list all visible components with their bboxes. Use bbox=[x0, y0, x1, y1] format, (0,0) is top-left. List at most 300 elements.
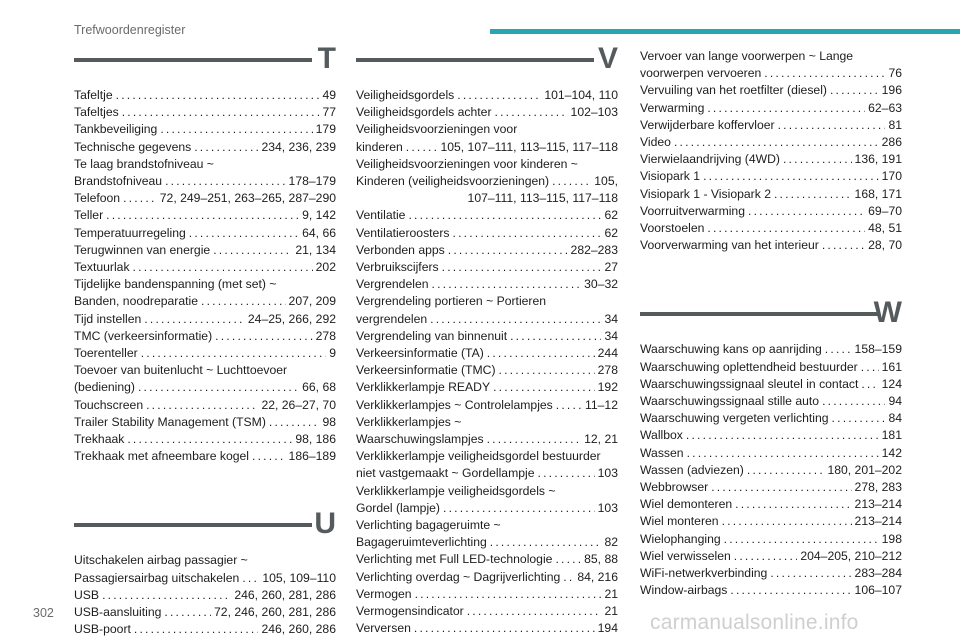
entry-term: Wielophanging bbox=[640, 531, 721, 546]
entry-term: Visiopark 1 - Visiopark 2 bbox=[640, 186, 771, 201]
entry-line bbox=[640, 82, 902, 99]
entry-line bbox=[74, 225, 336, 242]
entry-line bbox=[640, 237, 902, 254]
index-entry bbox=[356, 483, 618, 517]
dot-leader bbox=[552, 173, 591, 190]
entry-line bbox=[356, 156, 618, 173]
entry-pages: 27 bbox=[604, 260, 618, 275]
index-entry bbox=[640, 393, 902, 410]
index-entry bbox=[74, 621, 336, 638]
dot-leader bbox=[724, 531, 879, 548]
index-entry bbox=[74, 104, 336, 121]
entry-line bbox=[356, 448, 618, 465]
index-entry bbox=[640, 237, 902, 254]
entry-pages: 124 bbox=[881, 376, 902, 391]
entry-term: Webbrowser bbox=[640, 480, 709, 495]
entry-pages: 234, 236, 239 bbox=[261, 139, 336, 154]
entry-pages: 286 bbox=[881, 135, 902, 150]
index-entry bbox=[74, 587, 336, 604]
dot-leader bbox=[457, 87, 541, 104]
entry-line bbox=[640, 427, 902, 444]
entry-term: Window-airbags bbox=[640, 583, 728, 598]
index-entry bbox=[356, 362, 618, 379]
dot-leader bbox=[707, 100, 865, 117]
entry-line bbox=[74, 139, 336, 156]
entry-term: Gordel (lampje) bbox=[356, 500, 440, 515]
dot-leader bbox=[252, 448, 286, 465]
page-number: 302 bbox=[33, 606, 54, 620]
entry-pages: 158–159 bbox=[854, 342, 902, 357]
entry-line bbox=[356, 500, 618, 517]
running-header: Trefwoordenregister bbox=[74, 23, 186, 37]
entry-pages: 49 bbox=[322, 88, 336, 102]
entry-line bbox=[356, 483, 618, 500]
index-entry bbox=[640, 548, 902, 565]
dot-leader bbox=[194, 139, 258, 156]
entry-term: (bediening) bbox=[74, 380, 135, 395]
index-entry bbox=[640, 203, 902, 220]
entry-pages: 98, 186 bbox=[295, 432, 336, 447]
dot-leader bbox=[832, 410, 886, 427]
dot-leader bbox=[430, 311, 601, 328]
index-column-3 bbox=[640, 48, 902, 599]
dot-leader bbox=[555, 551, 581, 568]
entry-term: kinderen bbox=[356, 139, 403, 154]
entry-line bbox=[74, 328, 336, 345]
index-entry bbox=[74, 552, 336, 586]
entry-term: vergrendelen bbox=[356, 311, 428, 326]
entry-pages: 30–32 bbox=[584, 277, 618, 292]
entry-pages: 196 bbox=[881, 83, 902, 98]
entry-pages: 180, 201–202 bbox=[827, 462, 902, 477]
section-rule bbox=[640, 312, 878, 316]
index-entry bbox=[356, 414, 618, 448]
entry-pages: 278, 283 bbox=[854, 480, 902, 495]
index-entry bbox=[74, 448, 336, 465]
dot-leader bbox=[165, 173, 285, 190]
index-entry bbox=[356, 379, 618, 396]
index-entry bbox=[640, 462, 902, 479]
entry-pages-continued: 107–111, 113–115, 117–118 bbox=[467, 191, 618, 206]
entry-line bbox=[356, 379, 618, 396]
dot-leader bbox=[406, 139, 438, 156]
dot-leader bbox=[467, 603, 602, 620]
section-letter: T bbox=[317, 42, 336, 75]
entry-line bbox=[356, 328, 618, 345]
entry-line bbox=[356, 345, 618, 362]
dot-leader bbox=[825, 341, 852, 358]
entry-line bbox=[74, 311, 336, 328]
entry-term: Verbonden apps bbox=[356, 242, 445, 257]
entry-pages: 98 bbox=[322, 414, 336, 429]
entry-pages: 76 bbox=[888, 66, 902, 81]
entry-term: niet vastgemaakt ~ Gordellampje bbox=[356, 466, 535, 481]
entry-pages: 246, 260, 281, 286 bbox=[234, 587, 336, 602]
entry-line bbox=[640, 100, 902, 117]
index-entry bbox=[74, 604, 336, 621]
index-entry bbox=[74, 121, 336, 138]
entry-term: Trekhaak bbox=[74, 432, 125, 447]
index-entry bbox=[640, 565, 902, 582]
entry-pages: 11–12 bbox=[585, 397, 618, 412]
entry-pages: 278 bbox=[315, 328, 336, 343]
entry-term: Wiel monteren bbox=[640, 514, 719, 529]
entry-line bbox=[74, 293, 336, 310]
entry-term: Wiel demonteren bbox=[640, 497, 733, 512]
index-entry bbox=[356, 225, 618, 242]
section-header bbox=[74, 44, 336, 80]
entry-line bbox=[74, 156, 336, 173]
entry-term: Waarschuwingslampjes bbox=[356, 432, 484, 447]
entry-term: Telefoon bbox=[74, 191, 121, 206]
entry-pages: 77 bbox=[322, 105, 336, 120]
entry-term: Verwarming bbox=[640, 100, 705, 115]
entry-term: Terugwinnen van energie bbox=[74, 242, 211, 257]
entry-pages: 179 bbox=[315, 122, 336, 137]
dot-leader bbox=[703, 168, 879, 185]
index-entry bbox=[356, 242, 618, 259]
entry-line bbox=[640, 48, 902, 65]
entry-term: Voorstoelen bbox=[640, 221, 705, 236]
dot-leader bbox=[748, 203, 865, 220]
index-entry bbox=[356, 121, 618, 155]
index-entry bbox=[640, 427, 902, 444]
entry-pages: 34 bbox=[604, 311, 618, 326]
dot-leader bbox=[443, 500, 595, 517]
entry-pages: 84 bbox=[888, 411, 902, 426]
entry-term: Tijdelijke bandenspanning (met set) ~ bbox=[74, 277, 277, 292]
entry-line bbox=[640, 445, 902, 462]
section-letter: U bbox=[314, 507, 336, 541]
dot-leader bbox=[861, 359, 879, 376]
entry-line bbox=[356, 517, 618, 534]
dot-leader bbox=[144, 311, 245, 328]
dot-leader bbox=[538, 465, 595, 482]
entry-term: Vergrendeling portieren ~ Portieren bbox=[356, 294, 547, 309]
entry-line bbox=[640, 134, 902, 151]
entry-pages: 202 bbox=[315, 260, 336, 275]
index-entry bbox=[74, 225, 336, 242]
entry-line bbox=[356, 414, 618, 431]
section-header bbox=[640, 298, 902, 334]
entry-line bbox=[640, 548, 902, 565]
entry-line bbox=[356, 242, 618, 259]
entry-pages: 170 bbox=[881, 169, 902, 184]
entry-line bbox=[356, 259, 618, 276]
dot-leader bbox=[242, 570, 259, 587]
entry-line bbox=[74, 207, 336, 224]
dot-leader bbox=[778, 117, 886, 134]
entry-term: TMC (verkeersinformatie) bbox=[74, 328, 213, 343]
index-entry bbox=[74, 431, 336, 448]
entry-pages: 142 bbox=[881, 445, 902, 460]
entry-term: Tafeltje bbox=[74, 88, 113, 102]
section-rule bbox=[74, 58, 312, 62]
entry-pages: 84, 216 bbox=[577, 569, 618, 584]
entry-pages: 21 bbox=[604, 586, 618, 601]
index-entry bbox=[640, 151, 902, 168]
entry-line bbox=[356, 534, 618, 551]
entry-pages: 102–103 bbox=[570, 105, 618, 120]
index-entry bbox=[74, 139, 336, 156]
entry-pages: 21 bbox=[604, 604, 618, 619]
entry-line bbox=[640, 531, 902, 548]
entry-term: USB-poort bbox=[74, 622, 131, 637]
dot-leader bbox=[495, 104, 568, 121]
index-entry bbox=[356, 207, 618, 224]
entry-pages: 178–179 bbox=[288, 174, 336, 189]
entry-term: Voorverwarming van het interieur bbox=[640, 238, 819, 253]
dot-leader bbox=[556, 397, 582, 414]
entry-term: Veiligheidsgordels achter bbox=[356, 105, 492, 120]
entry-line bbox=[640, 151, 902, 168]
entry-term: Verlichting met Full LED-technologie bbox=[356, 552, 553, 567]
dot-leader bbox=[490, 534, 602, 551]
entry-term: Verlichting bagageruimte ~ bbox=[356, 518, 501, 533]
entry-line bbox=[356, 465, 618, 482]
dot-leader bbox=[687, 445, 879, 462]
dot-leader bbox=[215, 328, 313, 345]
index-entry bbox=[356, 569, 618, 586]
index-entry bbox=[640, 513, 902, 530]
entry-line bbox=[74, 379, 336, 396]
dot-leader bbox=[102, 587, 231, 604]
index-entry bbox=[640, 376, 902, 393]
entry-line bbox=[74, 414, 336, 431]
entry-pages: 105, 107–111, 113–115, 117–118 bbox=[440, 139, 618, 154]
index-entry bbox=[640, 220, 902, 237]
entry-pages: 12, 21 bbox=[584, 432, 618, 447]
entry-term: Ventilatieroosters bbox=[356, 225, 450, 240]
entry-term: voorwerpen vervoeren bbox=[640, 66, 762, 81]
entry-pages: 62 bbox=[604, 208, 618, 223]
dot-leader bbox=[415, 586, 602, 603]
dot-leader bbox=[487, 431, 582, 448]
section-spacer bbox=[640, 254, 902, 298]
entry-term: Verkeersinformatie (TMC) bbox=[356, 363, 496, 378]
dot-leader bbox=[510, 328, 601, 345]
entry-pages: 103 bbox=[597, 500, 618, 515]
entry-term: Verklikkerlampje veiligheidsgordel bestuurder bbox=[356, 449, 601, 464]
entry-pages: 82 bbox=[604, 535, 618, 550]
index-entry bbox=[640, 134, 902, 151]
entry-line bbox=[74, 448, 336, 465]
entry-line bbox=[640, 168, 902, 185]
entry-pages: 69–70 bbox=[868, 203, 902, 218]
dot-leader bbox=[122, 104, 320, 121]
entry-term: Wallbox bbox=[640, 428, 683, 443]
entry-pages: 94 bbox=[888, 394, 902, 409]
dot-leader bbox=[764, 65, 885, 82]
section-letter: V bbox=[597, 42, 618, 75]
entry-pages: 244 bbox=[597, 346, 618, 361]
entry-line bbox=[640, 496, 902, 513]
index-entry bbox=[74, 190, 336, 207]
index-entry bbox=[356, 551, 618, 568]
entry-line bbox=[356, 276, 618, 293]
dot-leader bbox=[269, 414, 320, 431]
entry-term: Waarschuwingssignaal stille auto bbox=[640, 394, 820, 409]
entry-pages: 34 bbox=[604, 328, 618, 343]
entry-pages: 81 bbox=[888, 117, 902, 132]
dot-leader bbox=[408, 207, 601, 224]
index-entry bbox=[640, 341, 902, 358]
entry-line bbox=[640, 220, 902, 237]
entry-term: Wiel verwisselen bbox=[640, 548, 731, 563]
entry-line bbox=[356, 293, 618, 310]
index-entry bbox=[74, 311, 336, 328]
section-header bbox=[74, 509, 336, 545]
entry-term: Video bbox=[640, 135, 671, 150]
index-entry bbox=[640, 496, 902, 513]
section-letter: W bbox=[873, 296, 902, 330]
entry-term: Verklikkerlampjes ~ Controlelampjes bbox=[356, 397, 553, 412]
entry-pages: 105, 109–110 bbox=[262, 570, 336, 585]
index-entry bbox=[640, 582, 902, 599]
index-column-2 bbox=[356, 44, 618, 638]
index-entry bbox=[356, 87, 618, 104]
entry-term: Tijd instellen bbox=[74, 311, 142, 326]
entry-term: Wassen (adviezen) bbox=[640, 462, 744, 477]
index-entry bbox=[74, 345, 336, 362]
watermark-text: carmanualsonline.info bbox=[650, 611, 859, 634]
entry-line bbox=[640, 65, 902, 82]
index-entry bbox=[640, 82, 902, 99]
entry-term: Waarschuwing kans op aanrijding bbox=[640, 342, 822, 357]
index-entry bbox=[356, 586, 618, 603]
entry-term: Vermogen bbox=[356, 586, 412, 601]
entry-pages: 62 bbox=[604, 225, 618, 240]
entry-term: Verkeersinformatie (TA) bbox=[356, 346, 484, 361]
dot-leader bbox=[116, 87, 320, 104]
entry-term: Verklikkerlampje veiligheidsgordels ~ bbox=[356, 483, 556, 498]
index-entry bbox=[356, 104, 618, 121]
entry-line bbox=[356, 87, 618, 104]
entry-line bbox=[356, 139, 618, 156]
entry-line bbox=[356, 207, 618, 224]
entry-line bbox=[74, 431, 336, 448]
entry-line bbox=[356, 397, 618, 414]
entry-line bbox=[356, 551, 618, 568]
entry-term: Vervuiling van het roetfilter (diesel) bbox=[640, 83, 827, 98]
entry-term: Trailer Stability Management (TSM) bbox=[74, 414, 266, 429]
entry-pages: 106–107 bbox=[854, 583, 902, 598]
entry-term: Verversen bbox=[356, 621, 411, 636]
entry-line bbox=[356, 620, 618, 637]
index-entry bbox=[356, 276, 618, 293]
entry-line bbox=[640, 565, 902, 582]
index-entry bbox=[640, 48, 902, 82]
section-spacer bbox=[74, 465, 336, 509]
dot-leader bbox=[164, 604, 211, 621]
index-entry bbox=[640, 410, 902, 427]
entry-term: Ventilatie bbox=[356, 208, 406, 223]
entry-pages: 62–63 bbox=[868, 100, 902, 115]
entry-term: Voorruitverwarming bbox=[640, 203, 745, 218]
entry-term: Tafeltjes bbox=[74, 105, 119, 120]
index-entry bbox=[356, 328, 618, 345]
entry-line bbox=[74, 190, 336, 207]
entry-pages: 48, 51 bbox=[868, 221, 902, 236]
index-entry bbox=[74, 276, 336, 310]
entry-term: Toevoer van buitenlucht ~ Luchttoevoer bbox=[74, 363, 288, 378]
entry-line bbox=[640, 203, 902, 220]
entry-line bbox=[640, 479, 902, 496]
dot-leader bbox=[201, 293, 286, 310]
dot-leader bbox=[133, 259, 313, 276]
index-entry bbox=[356, 620, 618, 637]
dot-leader bbox=[134, 621, 259, 638]
entry-line bbox=[74, 345, 336, 362]
index-entry bbox=[356, 397, 618, 414]
entry-term: Verlichting overdag ~ Dagrijverlichting bbox=[356, 569, 561, 584]
entry-line bbox=[356, 362, 618, 379]
index-entry bbox=[74, 397, 336, 414]
index-entry bbox=[356, 156, 618, 208]
index-entry bbox=[74, 259, 336, 276]
entry-term: Vervoer van lange voorwerpen ~ Lange bbox=[640, 49, 854, 63]
entry-term: Vierwielaandrijving (4WD) bbox=[640, 152, 780, 167]
entry-pages: 246, 260, 286 bbox=[261, 622, 336, 637]
entry-pages: 22, 26–27, 70 bbox=[261, 397, 336, 412]
entry-pages: 207, 209 bbox=[288, 294, 336, 309]
dot-leader bbox=[722, 513, 852, 530]
index-column-1 bbox=[74, 44, 336, 638]
entry-pages: 105, bbox=[594, 174, 618, 189]
entry-pages: 282–283 bbox=[570, 242, 618, 257]
entry-line bbox=[74, 242, 336, 259]
dot-leader bbox=[822, 393, 885, 410]
index-entry bbox=[74, 328, 336, 345]
entry-term: Veiligheidsvoorzieningen voor kinderen ~ bbox=[356, 156, 578, 171]
entry-line bbox=[74, 621, 336, 638]
index-entry bbox=[640, 186, 902, 203]
dot-leader bbox=[442, 259, 602, 276]
entry-term: Veiligheidsvoorzieningen voor bbox=[356, 122, 518, 137]
entry-pages: 72, 246, 260, 281, 286 bbox=[214, 605, 336, 620]
section-header bbox=[356, 44, 618, 80]
entry-pages: 28, 70 bbox=[868, 238, 902, 253]
index-entry bbox=[74, 242, 336, 259]
dot-leader bbox=[213, 242, 292, 259]
entry-term: Toerenteller bbox=[74, 346, 138, 361]
dot-leader bbox=[770, 565, 851, 582]
entry-pages: 213–214 bbox=[854, 514, 902, 529]
entry-pages: 9, 142 bbox=[302, 208, 336, 223]
dot-leader bbox=[783, 151, 852, 168]
dot-leader bbox=[563, 569, 574, 586]
entry-term: WiFi-netwerkverbinding bbox=[640, 566, 768, 581]
entry-line bbox=[640, 341, 902, 358]
entry-term: Teller bbox=[74, 208, 104, 223]
entry-line bbox=[74, 121, 336, 138]
entry-pages: 72, 249–251, 263–265, 287–290 bbox=[159, 191, 336, 206]
entry-pages: 9 bbox=[329, 346, 336, 361]
entry-term: Vermogensindicator bbox=[356, 604, 464, 619]
entry-pages: 168, 171 bbox=[854, 186, 902, 201]
index-entry bbox=[640, 117, 902, 134]
index-entry bbox=[640, 531, 902, 548]
entry-pages: 21, 134 bbox=[295, 242, 336, 257]
dot-leader bbox=[138, 379, 299, 396]
dot-leader bbox=[734, 548, 798, 565]
dot-leader bbox=[106, 207, 299, 224]
entry-term: Technische gegevens bbox=[74, 139, 192, 154]
dot-leader bbox=[123, 190, 157, 207]
entry-pages: 213–214 bbox=[854, 497, 902, 512]
index-entry bbox=[640, 168, 902, 185]
entry-term: Visiopark 1 bbox=[640, 169, 701, 184]
